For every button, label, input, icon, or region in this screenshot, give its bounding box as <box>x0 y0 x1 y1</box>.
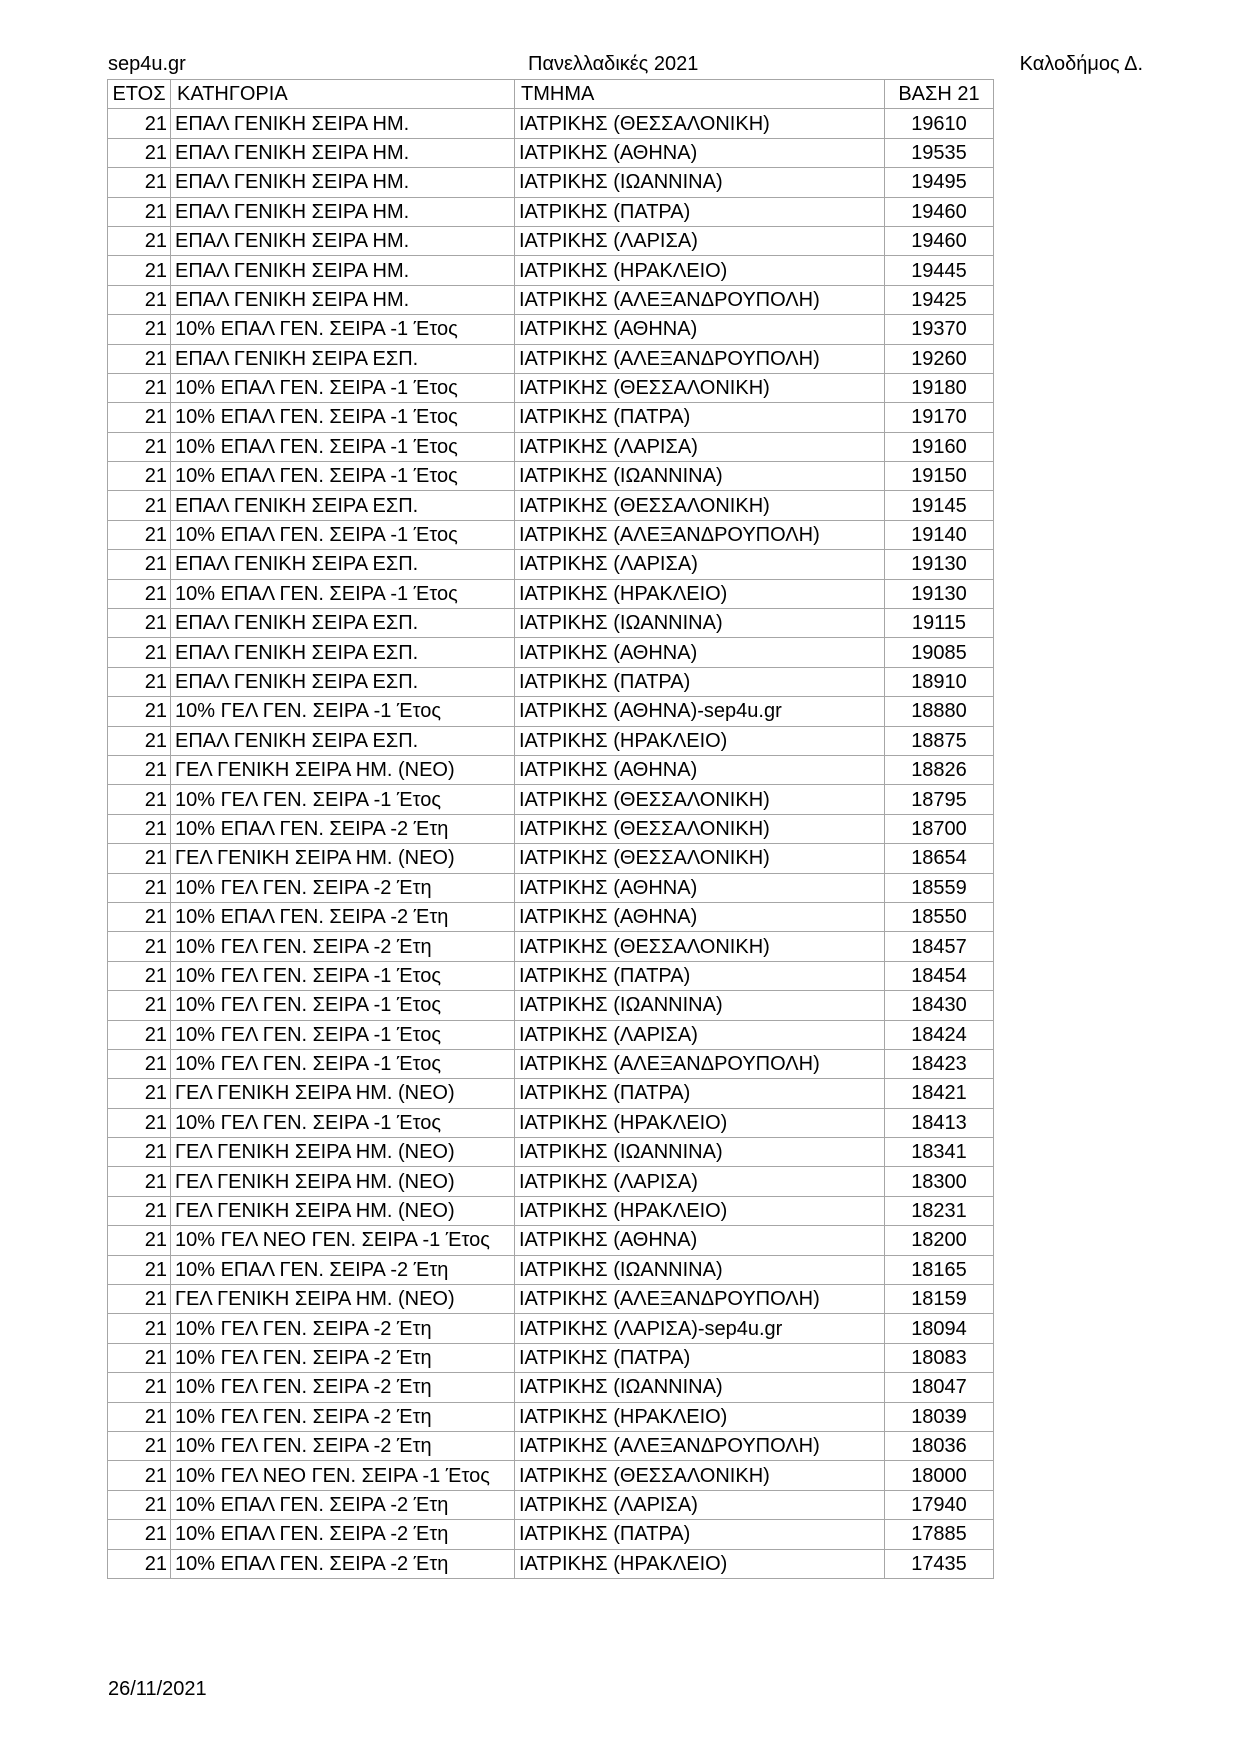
cell-base: 19145 <box>885 491 994 520</box>
cell-base: 18200 <box>885 1226 994 1255</box>
cell-base: 18159 <box>885 1285 994 1314</box>
table-row <box>108 991 994 1020</box>
table-body <box>108 109 994 1579</box>
cell-department: ΙΑΤΡΙΚΗΣ (ΘΕΣΣΑΛΟΝΙΚΗ) <box>515 109 885 138</box>
cell-category: 10% ΕΠΑΛ ΓΕΝ. ΣΕΙΡΑ -2 Έτη <box>171 1490 515 1519</box>
cell-department: ΙΑΤΡΙΚΗΣ (ΑΛΕΞΑΝΔΡΟΥΠΟΛΗ) <box>515 1431 885 1460</box>
column-header-department: ΤΜΗΜΑ <box>515 80 885 109</box>
cell-year: 21 <box>108 1138 171 1167</box>
cell-year: 21 <box>108 168 171 197</box>
cell-base: 19535 <box>885 138 994 167</box>
cell-year: 21 <box>108 373 171 402</box>
table-row <box>108 609 994 638</box>
cell-year: 21 <box>108 197 171 226</box>
cell-category: 10% ΓΕΛ ΝΕΟ ΓΕΝ. ΣΕΙΡΑ -1 Έτος <box>171 1226 515 1255</box>
cell-category: 10% ΕΠΑΛ ΓΕΝ. ΣΕΙΡΑ -1 Έτος <box>171 462 515 491</box>
table-row <box>108 1343 994 1372</box>
cell-base: 18165 <box>885 1255 994 1284</box>
cell-category: ΓΕΛ ΓΕΝΙΚΗ ΣΕΙΡΑ ΗΜ. (ΝΕΟ) <box>171 755 515 784</box>
cell-department: ΙΑΤΡΙΚΗΣ (ΗΡΑΚΛΕΙΟ) <box>515 1108 885 1137</box>
page-footer <box>108 1675 207 1703</box>
header-site: sep4u.gr <box>108 53 186 75</box>
cell-year: 21 <box>108 638 171 667</box>
cell-category: ΓΕΛ ΓΕΝΙΚΗ ΣΕΙΡΑ ΗΜ. (ΝΕΟ) <box>171 1196 515 1225</box>
cell-base: 19170 <box>885 403 994 432</box>
cell-category: 10% ΓΕΛ ΓΕΝ. ΣΕΙΡΑ -1 Έτος <box>171 991 515 1020</box>
column-header-base: ΒΑΣΗ 21 <box>885 80 994 109</box>
cell-base: 18423 <box>885 1049 994 1078</box>
cell-category: ΕΠΑΛ ΓΕΝΙΚΗ ΣΕΙΡΑ ΕΣΠ. <box>171 344 515 373</box>
cell-base: 19140 <box>885 520 994 549</box>
cell-year: 21 <box>108 579 171 608</box>
cell-department: ΙΑΤΡΙΚΗΣ (ΛΑΡΙΣΑ) <box>515 550 885 579</box>
cell-category: ΕΠΑΛ ΓΕΝΙΚΗ ΣΕΙΡΑ ΗΜ. <box>171 256 515 285</box>
cell-year: 21 <box>108 520 171 549</box>
cell-year: 21 <box>108 1049 171 1078</box>
results-table <box>107 79 994 1579</box>
cell-category: ΓΕΛ ΓΕΝΙΚΗ ΣΕΙΡΑ ΗΜ. (ΝΕΟ) <box>171 1167 515 1196</box>
cell-year: 21 <box>108 1108 171 1137</box>
table-row <box>108 902 994 931</box>
table-row <box>108 844 994 873</box>
cell-year: 21 <box>108 1314 171 1343</box>
cell-category: 10% ΓΕΛ ΓΕΝ. ΣΕΙΡΑ -2 Έτη <box>171 932 515 961</box>
table-row <box>108 873 994 902</box>
page-header <box>108 50 1143 78</box>
cell-category: 10% ΓΕΛ ΓΕΝ. ΣΕΙΡΑ -2 Έτη <box>171 1402 515 1431</box>
table-row <box>108 109 994 138</box>
cell-base: 19445 <box>885 256 994 285</box>
cell-year: 21 <box>108 109 171 138</box>
cell-department: ΙΑΤΡΙΚΗΣ (ΑΘΗΝΑ) <box>515 315 885 344</box>
cell-year: 21 <box>108 1490 171 1519</box>
cell-base: 18880 <box>885 697 994 726</box>
table-row <box>108 344 994 373</box>
table-row <box>108 197 994 226</box>
cell-department: ΙΑΤΡΙΚΗΣ (ΙΩΑΝΝΙΝΑ) <box>515 168 885 197</box>
cell-category: 10% ΓΕΛ ΓΕΝ. ΣΕΙΡΑ -2 Έτη <box>171 1373 515 1402</box>
table-row <box>108 285 994 314</box>
cell-year: 21 <box>108 550 171 579</box>
cell-year: 21 <box>108 961 171 990</box>
cell-department: ΙΑΤΡΙΚΗΣ (ΠΑΤΡΑ) <box>515 667 885 696</box>
table-row <box>108 373 994 402</box>
cell-category: 10% ΓΕΛ ΓΕΝ. ΣΕΙΡΑ -1 Έτος <box>171 1020 515 1049</box>
cell-department: ΙΑΤΡΙΚΗΣ (ΑΛΕΞΑΝΔΡΟΥΠΟΛΗ) <box>515 344 885 373</box>
cell-category: ΓΕΛ ΓΕΝΙΚΗ ΣΕΙΡΑ ΗΜ. (ΝΕΟ) <box>171 1138 515 1167</box>
cell-year: 21 <box>108 1402 171 1431</box>
cell-base: 19160 <box>885 432 994 461</box>
cell-year: 21 <box>108 1520 171 1549</box>
cell-base: 19130 <box>885 550 994 579</box>
table-row <box>108 1520 994 1549</box>
cell-department: ΙΑΤΡΙΚΗΣ (ΘΕΣΣΑΛΟΝΙΚΗ) <box>515 491 885 520</box>
cell-year: 21 <box>108 1226 171 1255</box>
cell-year: 21 <box>108 814 171 843</box>
cell-year: 21 <box>108 785 171 814</box>
cell-year: 21 <box>108 1079 171 1108</box>
cell-category: 10% ΕΠΑΛ ΓΕΝ. ΣΕΙΡΑ -1 Έτος <box>171 432 515 461</box>
cell-year: 21 <box>108 256 171 285</box>
cell-department: ΙΑΤΡΙΚΗΣ (ΗΡΑΚΛΕΙΟ) <box>515 256 885 285</box>
column-header-year: ΕΤΟΣ <box>108 80 171 109</box>
cell-year: 21 <box>108 902 171 931</box>
cell-category: ΕΠΑΛ ΓΕΝΙΚΗ ΣΕΙΡΑ ΕΣΠ. <box>171 491 515 520</box>
cell-department: ΙΑΤΡΙΚΗΣ (ΘΕΣΣΑΛΟΝΙΚΗ) <box>515 932 885 961</box>
cell-category: 10% ΓΕΛ ΓΕΝ. ΣΕΙΡΑ -1 Έτος <box>171 1049 515 1078</box>
table-row <box>108 1049 994 1078</box>
cell-year: 21 <box>108 609 171 638</box>
cell-category: 10% ΕΠΑΛ ΓΕΝ. ΣΕΙΡΑ -1 Έτος <box>171 403 515 432</box>
table-row <box>108 1431 994 1460</box>
cell-category: 10% ΓΕΛ ΓΕΝ. ΣΕΙΡΑ -1 Έτος <box>171 697 515 726</box>
cell-base: 18826 <box>885 755 994 784</box>
table-row <box>108 697 994 726</box>
cell-department: ΙΑΤΡΙΚΗΣ (ΑΘΗΝΑ)-sep4u.gr <box>515 697 885 726</box>
table-row <box>108 785 994 814</box>
cell-category: ΕΠΑΛ ΓΕΝΙΚΗ ΣΕΙΡΑ ΗΜ. <box>171 109 515 138</box>
cell-department: ΙΑΤΡΙΚΗΣ (ΠΑΤΡΑ) <box>515 403 885 432</box>
cell-base: 19460 <box>885 197 994 226</box>
header-author: Καλοδήμος Δ. <box>1019 53 1143 75</box>
cell-department: ΙΑΤΡΙΚΗΣ (ΗΡΑΚΛΕΙΟ) <box>515 1549 885 1578</box>
table-row <box>108 1461 994 1490</box>
table-row <box>108 726 994 755</box>
cell-category: 10% ΓΕΛ ΓΕΝ. ΣΕΙΡΑ -1 Έτος <box>171 785 515 814</box>
cell-category: 10% ΕΠΑΛ ΓΕΝ. ΣΕΙΡΑ -1 Έτος <box>171 579 515 608</box>
table-row <box>108 256 994 285</box>
table-row <box>108 1020 994 1049</box>
table-row <box>108 1255 994 1284</box>
cell-category: 10% ΓΕΛ ΓΕΝ. ΣΕΙΡΑ -1 Έτος <box>171 1108 515 1137</box>
table-row <box>108 462 994 491</box>
cell-base: 18424 <box>885 1020 994 1049</box>
cell-category: 10% ΕΠΑΛ ΓΕΝ. ΣΕΙΡΑ -2 Έτη <box>171 814 515 843</box>
cell-base: 19610 <box>885 109 994 138</box>
cell-base: 18700 <box>885 814 994 843</box>
cell-year: 21 <box>108 1285 171 1314</box>
cell-category: 10% ΕΠΑΛ ΓΕΝ. ΣΕΙΡΑ -2 Έτη <box>171 902 515 931</box>
cell-category: ΓΕΛ ΓΕΝΙΚΗ ΣΕΙΡΑ ΗΜ. (ΝΕΟ) <box>171 1285 515 1314</box>
cell-department: ΙΑΤΡΙΚΗΣ (ΙΩΑΝΝΙΝΑ) <box>515 1138 885 1167</box>
table-row <box>108 315 994 344</box>
cell-year: 21 <box>108 226 171 255</box>
cell-category: 10% ΓΕΛ ΓΕΝ. ΣΕΙΡΑ -2 Έτη <box>171 1314 515 1343</box>
cell-year: 21 <box>108 844 171 873</box>
cell-base: 18910 <box>885 667 994 696</box>
table-header-row <box>108 80 994 109</box>
cell-department: ΙΑΤΡΙΚΗΣ (ΗΡΑΚΛΕΙΟ) <box>515 1196 885 1225</box>
table-row <box>108 961 994 990</box>
cell-department: ΙΑΤΡΙΚΗΣ (ΗΡΑΚΛΕΙΟ) <box>515 726 885 755</box>
cell-year: 21 <box>108 491 171 520</box>
cell-department: ΙΑΤΡΙΚΗΣ (ΑΘΗΝΑ) <box>515 138 885 167</box>
cell-category: ΕΠΑΛ ΓΕΝΙΚΗ ΣΕΙΡΑ ΕΣΠ. <box>171 667 515 696</box>
table-row <box>108 1079 994 1108</box>
cell-base: 18421 <box>885 1079 994 1108</box>
cell-department: ΙΑΤΡΙΚΗΣ (ΛΑΡΙΣΑ) <box>515 432 885 461</box>
cell-department: ΙΑΤΡΙΚΗΣ (ΘΕΣΣΑΛΟΝΙΚΗ) <box>515 1461 885 1490</box>
table-row <box>108 1108 994 1137</box>
cell-base: 18341 <box>885 1138 994 1167</box>
cell-base: 18454 <box>885 961 994 990</box>
cell-year: 21 <box>108 1549 171 1578</box>
table-row <box>108 403 994 432</box>
cell-base: 18036 <box>885 1431 994 1460</box>
cell-base: 17435 <box>885 1549 994 1578</box>
cell-year: 21 <box>108 991 171 1020</box>
cell-category: ΕΠΑΛ ΓΕΝΙΚΗ ΣΕΙΡΑ ΗΜ. <box>171 138 515 167</box>
cell-department: ΙΑΤΡΙΚΗΣ (ΛΑΡΙΣΑ) <box>515 1020 885 1049</box>
cell-department: ΙΑΤΡΙΚΗΣ (ΘΕΣΣΑΛΟΝΙΚΗ) <box>515 844 885 873</box>
column-header-category: ΚΑΤΗΓΟΡΙΑ <box>171 80 515 109</box>
cell-category: ΕΠΑΛ ΓΕΝΙΚΗ ΣΕΙΡΑ ΕΣΠ. <box>171 638 515 667</box>
cell-year: 21 <box>108 462 171 491</box>
cell-category: ΕΠΑΛ ΓΕΝΙΚΗ ΣΕΙΡΑ ΗΜ. <box>171 226 515 255</box>
cell-year: 21 <box>108 1020 171 1049</box>
cell-base: 19115 <box>885 609 994 638</box>
cell-base: 18300 <box>885 1167 994 1196</box>
table-row <box>108 550 994 579</box>
cell-year: 21 <box>108 1373 171 1402</box>
cell-category: 10% ΕΠΑΛ ΓΕΝ. ΣΕΙΡΑ -1 Έτος <box>171 520 515 549</box>
cell-base: 18083 <box>885 1343 994 1372</box>
table-row <box>108 932 994 961</box>
table-row <box>108 491 994 520</box>
cell-base: 18559 <box>885 873 994 902</box>
cell-base: 18654 <box>885 844 994 873</box>
cell-department: ΙΑΤΡΙΚΗΣ (ΑΛΕΞΑΝΔΡΟΥΠΟΛΗ) <box>515 1049 885 1078</box>
table-row <box>108 1549 994 1578</box>
cell-department: ΙΑΤΡΙΚΗΣ (ΛΑΡΙΣΑ) <box>515 1167 885 1196</box>
table-row <box>108 667 994 696</box>
cell-department: ΙΑΤΡΙΚΗΣ (ΘΕΣΣΑΛΟΝΙΚΗ) <box>515 785 885 814</box>
cell-year: 21 <box>108 1196 171 1225</box>
cell-category: 10% ΕΠΑΛ ΓΕΝ. ΣΕΙΡΑ -2 Έτη <box>171 1549 515 1578</box>
cell-category: 10% ΓΕΛ ΝΕΟ ΓΕΝ. ΣΕΙΡΑ -1 Έτος <box>171 1461 515 1490</box>
cell-department: ΙΑΤΡΙΚΗΣ (ΙΩΑΝΝΙΝΑ) <box>515 1255 885 1284</box>
cell-category: ΕΠΑΛ ΓΕΝΙΚΗ ΣΕΙΡΑ ΕΣΠ. <box>171 726 515 755</box>
cell-category: 10% ΓΕΛ ΓΕΝ. ΣΕΙΡΑ -2 Έτη <box>171 873 515 902</box>
cell-base: 19370 <box>885 315 994 344</box>
cell-base: 18094 <box>885 1314 994 1343</box>
cell-category: ΓΕΛ ΓΕΝΙΚΗ ΣΕΙΡΑ ΗΜ. (ΝΕΟ) <box>171 1079 515 1108</box>
cell-base: 19425 <box>885 285 994 314</box>
table-row <box>108 1402 994 1431</box>
cell-base: 19150 <box>885 462 994 491</box>
cell-department: ΙΑΤΡΙΚΗΣ (ΑΘΗΝΑ) <box>515 755 885 784</box>
table-row <box>108 1373 994 1402</box>
cell-category: 10% ΓΕΛ ΓΕΝ. ΣΕΙΡΑ -2 Έτη <box>171 1431 515 1460</box>
table-row <box>108 1285 994 1314</box>
cell-category: ΓΕΛ ΓΕΝΙΚΗ ΣΕΙΡΑ ΗΜ. (ΝΕΟ) <box>171 844 515 873</box>
table-row <box>108 1196 994 1225</box>
cell-base: 18430 <box>885 991 994 1020</box>
header-title: Πανελλαδικές 2021 <box>528 53 699 75</box>
cell-category: 10% ΕΠΑΛ ΓΕΝ. ΣΕΙΡΑ -2 Έτη <box>171 1255 515 1284</box>
table-row <box>108 1138 994 1167</box>
cell-base: 19130 <box>885 579 994 608</box>
table-row <box>108 138 994 167</box>
cell-department: ΙΑΤΡΙΚΗΣ (ΘΕΣΣΑΛΟΝΙΚΗ) <box>515 814 885 843</box>
cell-year: 21 <box>108 1167 171 1196</box>
cell-department: ΙΑΤΡΙΚΗΣ (ΛΑΡΙΣΑ) <box>515 226 885 255</box>
cell-department: ΙΑΤΡΙΚΗΣ (ΘΕΣΣΑΛΟΝΙΚΗ) <box>515 373 885 402</box>
table-row <box>108 168 994 197</box>
cell-department: ΙΑΤΡΙΚΗΣ (ΛΑΡΙΣΑ) <box>515 1490 885 1519</box>
cell-base: 18795 <box>885 785 994 814</box>
cell-department: ΙΑΤΡΙΚΗΣ (ΠΑΤΡΑ) <box>515 961 885 990</box>
cell-department: ΙΑΤΡΙΚΗΣ (ΑΛΕΞΑΝΔΡΟΥΠΟΛΗ) <box>515 1285 885 1314</box>
cell-category: ΕΠΑΛ ΓΕΝΙΚΗ ΣΕΙΡΑ ΗΜ. <box>171 197 515 226</box>
cell-category: ΕΠΑΛ ΓΕΝΙΚΗ ΣΕΙΡΑ ΕΣΠ. <box>171 609 515 638</box>
cell-department: ΙΑΤΡΙΚΗΣ (ΛΑΡΙΣΑ)-sep4u.gr <box>515 1314 885 1343</box>
cell-category: 10% ΕΠΑΛ ΓΕΝ. ΣΕΙΡΑ -1 Έτος <box>171 315 515 344</box>
cell-category: 10% ΓΕΛ ΓΕΝ. ΣΕΙΡΑ -2 Έτη <box>171 1343 515 1372</box>
cell-department: ΙΑΤΡΙΚΗΣ (ΑΘΗΝΑ) <box>515 1226 885 1255</box>
table-row <box>108 814 994 843</box>
cell-base: 17885 <box>885 1520 994 1549</box>
cell-department: ΙΑΤΡΙΚΗΣ (ΑΘΗΝΑ) <box>515 873 885 902</box>
table-row <box>108 755 994 784</box>
cell-base: 18039 <box>885 1402 994 1431</box>
cell-base: 18413 <box>885 1108 994 1137</box>
cell-base: 19085 <box>885 638 994 667</box>
table-row <box>108 1167 994 1196</box>
cell-year: 21 <box>108 697 171 726</box>
cell-year: 21 <box>108 1343 171 1372</box>
cell-base: 18550 <box>885 902 994 931</box>
cell-department: ΙΑΤΡΙΚΗΣ (ΠΑΤΡΑ) <box>515 1343 885 1372</box>
table-row <box>108 520 994 549</box>
cell-department: ΙΑΤΡΙΚΗΣ (ΠΑΤΡΑ) <box>515 1079 885 1108</box>
cell-base: 19260 <box>885 344 994 373</box>
cell-year: 21 <box>108 285 171 314</box>
table-row <box>108 579 994 608</box>
cell-base: 19460 <box>885 226 994 255</box>
table-row <box>108 1490 994 1519</box>
cell-year: 21 <box>108 755 171 784</box>
table-row <box>108 1314 994 1343</box>
cell-base: 18000 <box>885 1461 994 1490</box>
table-row <box>108 226 994 255</box>
cell-category: ΕΠΑΛ ΓΕΝΙΚΗ ΣΕΙΡΑ ΗΜ. <box>171 285 515 314</box>
cell-year: 21 <box>108 432 171 461</box>
cell-year: 21 <box>108 726 171 755</box>
cell-category: ΕΠΑΛ ΓΕΝΙΚΗ ΣΕΙΡΑ ΗΜ. <box>171 168 515 197</box>
cell-base: 17940 <box>885 1490 994 1519</box>
cell-year: 21 <box>108 1255 171 1284</box>
cell-department: ΙΑΤΡΙΚΗΣ (ΠΑΤΡΑ) <box>515 197 885 226</box>
cell-year: 21 <box>108 1431 171 1460</box>
table-row <box>108 638 994 667</box>
cell-department: ΙΑΤΡΙΚΗΣ (ΙΩΑΝΝΙΝΑ) <box>515 1373 885 1402</box>
cell-year: 21 <box>108 1461 171 1490</box>
cell-department: ΙΑΤΡΙΚΗΣ (ΑΘΗΝΑ) <box>515 902 885 931</box>
cell-base: 18875 <box>885 726 994 755</box>
cell-department: ΙΑΤΡΙΚΗΣ (ΑΛΕΞΑΝΔΡΟΥΠΟΛΗ) <box>515 285 885 314</box>
cell-base: 19180 <box>885 373 994 402</box>
cell-year: 21 <box>108 344 171 373</box>
cell-year: 21 <box>108 667 171 696</box>
cell-year: 21 <box>108 403 171 432</box>
cell-department: ΙΑΤΡΙΚΗΣ (ΑΘΗΝΑ) <box>515 638 885 667</box>
cell-year: 21 <box>108 873 171 902</box>
cell-department: ΙΑΤΡΙΚΗΣ (ΠΑΤΡΑ) <box>515 1520 885 1549</box>
cell-department: ΙΑΤΡΙΚΗΣ (ΗΡΑΚΛΕΙΟ) <box>515 1402 885 1431</box>
cell-category: ΕΠΑΛ ΓΕΝΙΚΗ ΣΕΙΡΑ ΕΣΠ. <box>171 550 515 579</box>
cell-year: 21 <box>108 138 171 167</box>
table-row <box>108 1226 994 1255</box>
cell-department: ΙΑΤΡΙΚΗΣ (ΑΛΕΞΑΝΔΡΟΥΠΟΛΗ) <box>515 520 885 549</box>
footer-date: 26/11/2021 <box>108 1678 207 1700</box>
cell-department: ΙΑΤΡΙΚΗΣ (ΙΩΑΝΝΙΝΑ) <box>515 462 885 491</box>
cell-year: 21 <box>108 315 171 344</box>
cell-base: 18231 <box>885 1196 994 1225</box>
cell-base: 18047 <box>885 1373 994 1402</box>
cell-year: 21 <box>108 932 171 961</box>
cell-category: 10% ΕΠΑΛ ΓΕΝ. ΣΕΙΡΑ -2 Έτη <box>171 1520 515 1549</box>
cell-department: ΙΑΤΡΙΚΗΣ (ΙΩΑΝΝΙΝΑ) <box>515 609 885 638</box>
table-row <box>108 432 994 461</box>
cell-base: 18457 <box>885 932 994 961</box>
cell-department: ΙΑΤΡΙΚΗΣ (ΗΡΑΚΛΕΙΟ) <box>515 579 885 608</box>
cell-base: 19495 <box>885 168 994 197</box>
cell-category: 10% ΓΕΛ ΓΕΝ. ΣΕΙΡΑ -1 Έτος <box>171 961 515 990</box>
cell-category: 10% ΕΠΑΛ ΓΕΝ. ΣΕΙΡΑ -1 Έτος <box>171 373 515 402</box>
cell-department: ΙΑΤΡΙΚΗΣ (ΙΩΑΝΝΙΝΑ) <box>515 991 885 1020</box>
